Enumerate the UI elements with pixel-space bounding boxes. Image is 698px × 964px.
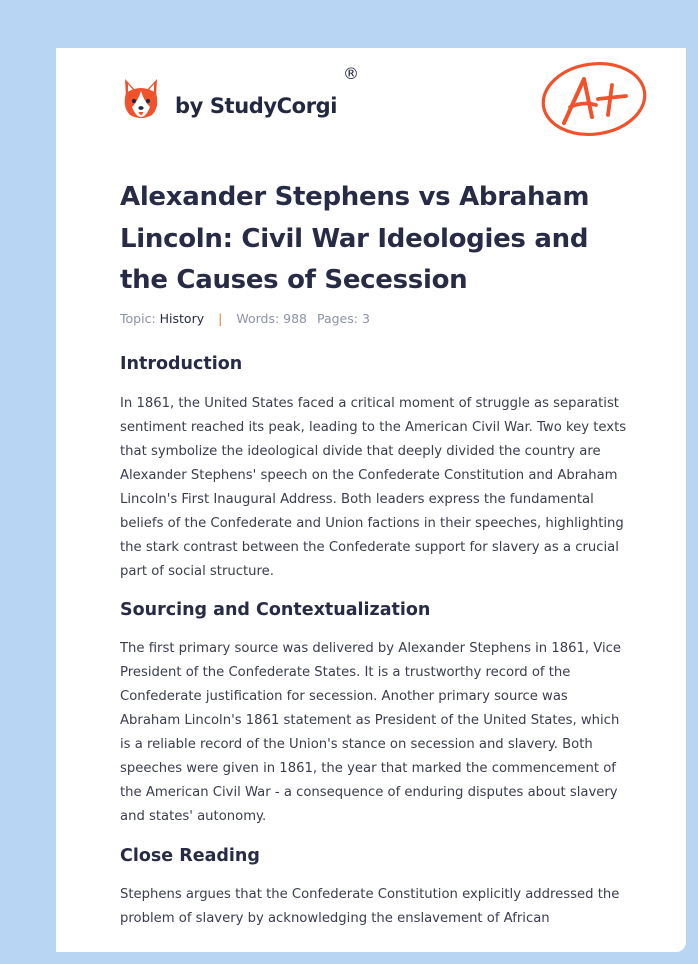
page-count: Pages: 3 [316, 311, 370, 326]
topic-label: Topic: [120, 311, 156, 326]
section-heading-introduction: Introduction [120, 354, 243, 374]
section-heading-close-reading: Close Reading [120, 846, 260, 866]
registered-mark: ® [343, 64, 359, 83]
brand-header[interactable] [122, 75, 337, 125]
essay-meta [120, 311, 370, 326]
corgi-logo-icon [122, 77, 160, 123]
word-count: Words: 988 [236, 311, 307, 326]
topic-link[interactable]: History [159, 311, 205, 326]
section-text-introduction: In 1861, the United States faced a critical moment of struggle as separatist sentiment reached its peak, leading to the American Civil War. Two key texts that symbolize the ideological divide that deeply divided the country are Alexander Stephens' speech on the Confederate Constitution and Abraham Lincoln's First Inaugural Address. Both leaders express the fundamental beliefs of the Confederate and Union factions in their speeches, highlighting the stark contrast between the Confederate support for slavery as a crucial part of social structure. [120, 396, 627, 579]
essay-title: Alexander Stephens vs Abraham Lincoln: Civil War Ideologies and the Causes of Secession [120, 182, 590, 295]
section-heading-sourcing: Sourcing and Contextualization [120, 600, 431, 620]
meta-separator: | [218, 311, 223, 326]
section-text-sourcing: The first primary source was delivered by Alexander Stephens in 1861, Vice President of the Confederate States. It is a trustworthy record of the Confederate justification for secession. Another primary source was Abraham Lincoln's 1861 statement as President of the United States, which is a reliable record of the Union's stance on secession and slavery. Both speeches were given in 1861, the year that marked the commencement of the American Civil War - a consequence of enduring disputes about slavery and states' autonomy. [120, 641, 622, 824]
section-text-close-reading: Stephens argues that the Confederate Constitution explicitly addressed the problem of slavery by acknowledging the enslavement of African [120, 887, 620, 926]
essay-page [56, 48, 686, 952]
brand-name: by StudyCorgi [175, 94, 338, 118]
a-plus-grade-icon [540, 59, 648, 139]
